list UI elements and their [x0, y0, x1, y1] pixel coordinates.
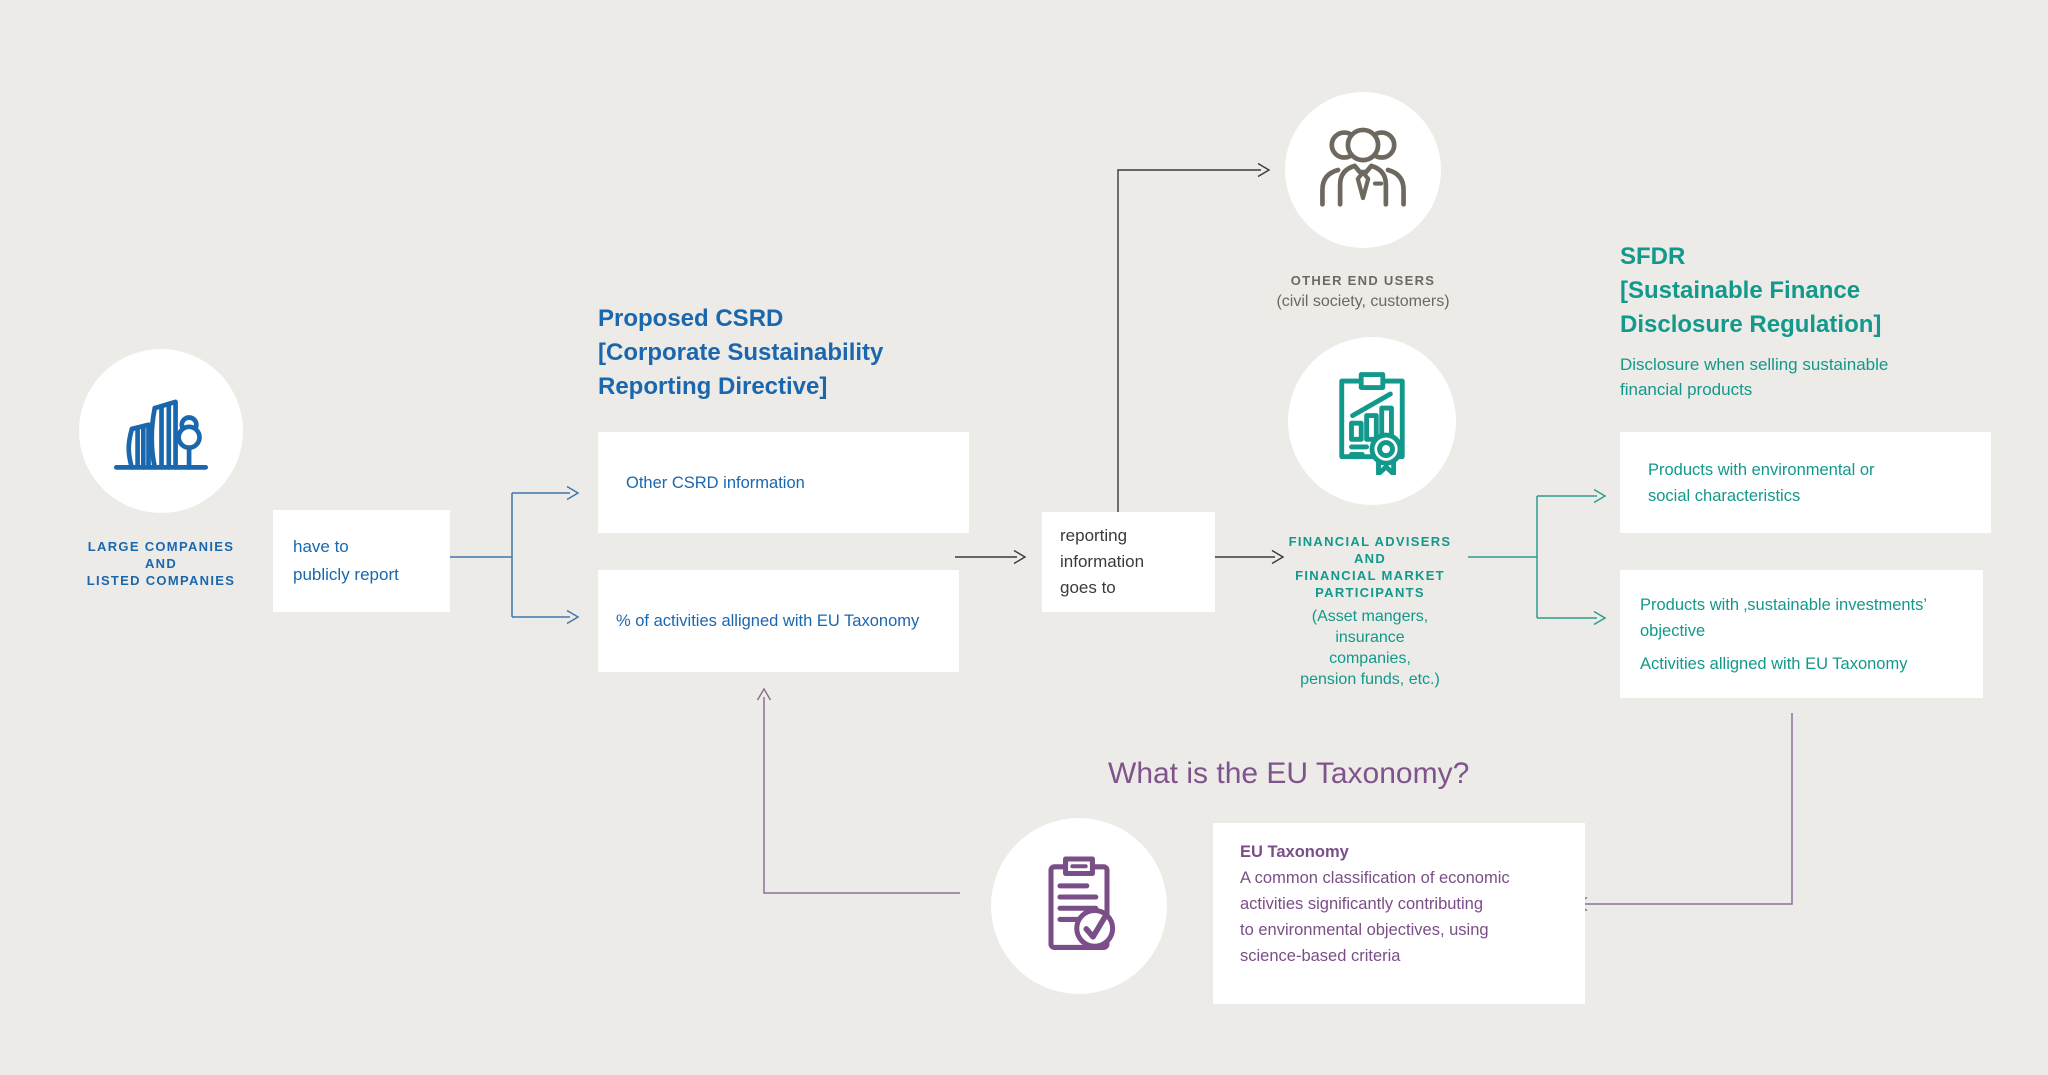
- blue-fork-arrows: [443, 487, 578, 624]
- companies-label-line: AND: [144, 556, 178, 571]
- taxonomy-box-line: A common classification of economic: [1240, 869, 1510, 887]
- people-group-icon: [1311, 118, 1415, 222]
- have-to-report-box: [273, 510, 450, 612]
- financial-label: [1220, 533, 1520, 690]
- csrd-taxonomy-box: [598, 570, 959, 672]
- financial-title-line: FINANCIAL MARKET: [1295, 568, 1445, 583]
- financial-circle: [1288, 337, 1456, 505]
- reporting-info-line: goes to: [1060, 578, 1116, 597]
- companies-label-line: LARGE COMPANIES: [87, 539, 235, 554]
- end-users-sub: (civil society, customers): [1276, 293, 1450, 310]
- financial-title-line: PARTICIPANTS: [1315, 585, 1425, 600]
- end-users-title: OTHER END USERS: [1290, 273, 1436, 288]
- sfdr-env-line: social characteristics: [1648, 486, 1801, 505]
- sfdr-heading-line: Disclosure Regulation]: [1620, 311, 1882, 338]
- financial-sub-line: companies,: [1329, 650, 1411, 667]
- reporting-info-box: [1042, 512, 1215, 612]
- sfdr-subtitle: [1620, 352, 1888, 402]
- checklist-check-icon: [1023, 850, 1135, 962]
- financial-sub: [1220, 606, 1520, 690]
- sfdr-env-line: Products with environmental or: [1648, 460, 1875, 479]
- csrd-taxonomy-text: % of activities alligned with EU Taxonomy: [616, 612, 920, 630]
- csrd-other-info-text: Other CSRD information: [626, 473, 805, 492]
- sfdr-subtitle-line: Disclosure when selling sustainable: [1620, 355, 1889, 374]
- sfdr-subtitle-line: financial products: [1620, 380, 1753, 399]
- reporting-info-line: information: [1060, 552, 1145, 571]
- have-to-report-line: have to: [293, 537, 349, 556]
- sfdr-heading-line: SFDR: [1620, 243, 1686, 270]
- financial-title: [1220, 533, 1520, 601]
- taxonomy-definition-box: [1213, 823, 1585, 1004]
- financial-title-line: AND: [1353, 551, 1387, 566]
- csrd-heading-line: [Corporate Sustainability: [598, 339, 884, 366]
- taxonomy-question-text: What is the EU Taxonomy?: [1108, 757, 1470, 790]
- taxonomy-box-line: science-based criteria: [1240, 947, 1401, 965]
- sfdr-sustainable-line: objective: [1640, 621, 1706, 640]
- end-users-label: [1223, 272, 1503, 312]
- buildings-icon: [109, 379, 213, 483]
- csrd-heading-line: Proposed CSRD: [598, 305, 784, 332]
- taxonomy-question: [1108, 757, 1469, 791]
- have-to-report-line: publicly report: [293, 565, 399, 584]
- sfdr-heading-line: [Sustainable Finance: [1620, 277, 1861, 304]
- reporting-info-line: reporting: [1060, 526, 1128, 545]
- csrd-heading: [598, 302, 883, 404]
- csrd-other-info-box: [598, 432, 969, 533]
- sfdr-env-box: [1620, 432, 1991, 533]
- certified-report-icon: [1318, 367, 1426, 475]
- taxonomy-box-line: activities significantly contributing: [1240, 895, 1484, 913]
- companies-label: [21, 538, 301, 589]
- taxonomy-box-line: to environmental objectives, using: [1240, 921, 1489, 939]
- financial-sub-line: pension funds, etc.): [1300, 671, 1440, 688]
- csrd-heading-line: Reporting Directive]: [598, 373, 828, 400]
- sfdr-heading: [1620, 240, 1881, 342]
- financial-sub-line: (Asset mangers,: [1311, 608, 1429, 625]
- financial-title-line: FINANCIAL ADVISERS: [1288, 534, 1452, 549]
- financial-sub-line: insurance: [1335, 629, 1405, 646]
- sfdr-sustainable-line: Products with ‚sustainable investments’: [1640, 595, 1928, 614]
- sfdr-sustainable-box: [1620, 570, 1983, 698]
- taxonomy-box-title: EU Taxonomy: [1240, 843, 1349, 861]
- black-flow-arrows: [955, 164, 1283, 564]
- companies-circle: [79, 349, 243, 513]
- companies-label-line: LISTED COMPANIES: [86, 573, 236, 588]
- sfdr-sustainable-extra: Activities alligned with EU Taxonomy: [1640, 654, 1908, 673]
- end-users-circle: [1285, 92, 1441, 248]
- taxonomy-circle: [991, 818, 1167, 994]
